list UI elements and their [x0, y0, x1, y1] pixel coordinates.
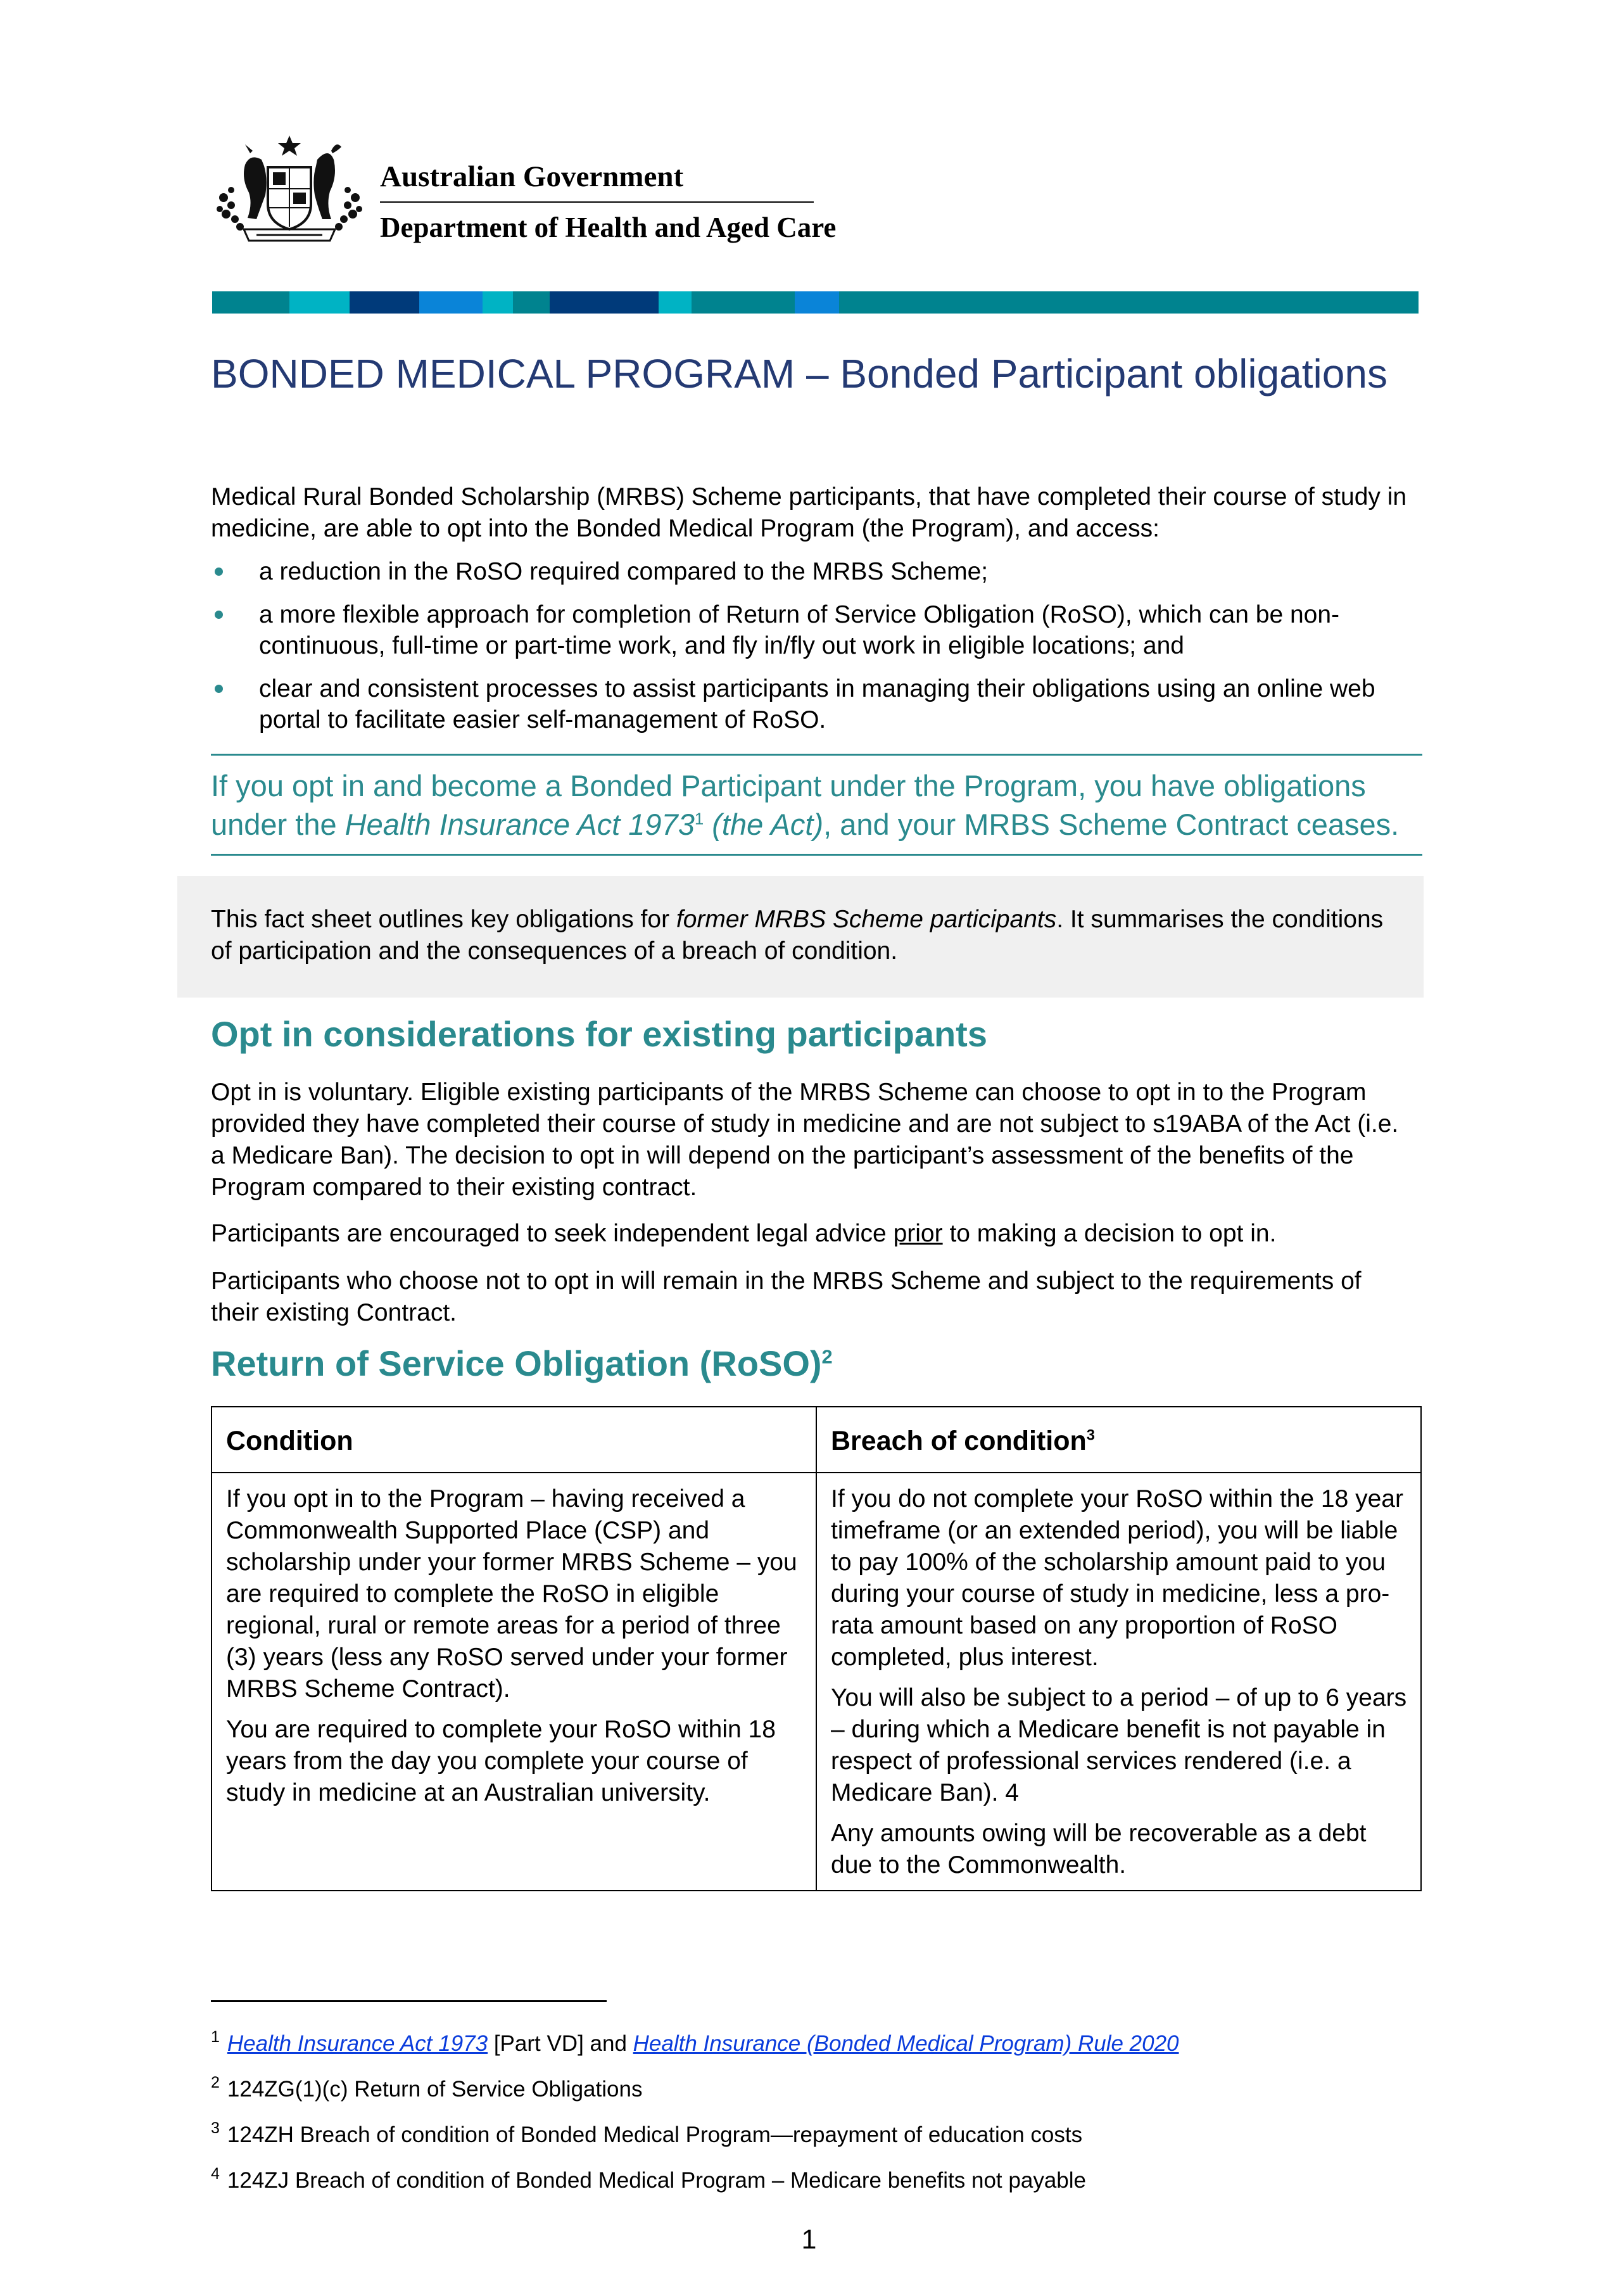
government-name: Australian Government: [380, 160, 684, 193]
header-divider: [380, 201, 814, 203]
brand-stripe: [212, 291, 1419, 314]
list-item: a more flexible approach for completion of Return of Service Obligation (RoSO), which can be non-continuous, full-time or part-time work, and fly in/fly out work in eligible locations; and: [211, 599, 1414, 661]
opt-in-paragraph-3: Participants who choose not to opt in will remain in the MRBS Scheme and subject to the requirements of their existing Contract.: [211, 1267, 1362, 1326]
roso-table: [211, 1406, 1422, 1891]
list-item: clear and consistent processes to assist participants in managing their obligations using an online web portal to facilitate easier self-management of RoSO.: [211, 673, 1414, 735]
page-title: BONDED MEDICAL PROGRAM – Bonded Participant obligations: [211, 351, 1387, 396]
list-item: a reduction in the RoSO required compared to the MRBS Scheme;: [211, 556, 1414, 587]
fact-sheet-box: [177, 876, 1424, 998]
section-heading-roso: Return of Service Obligation (RoSO)$^2$: [211, 1343, 833, 1383]
bullet-icon: [215, 611, 223, 619]
bullet-icon: [215, 568, 223, 576]
table-header-breach: Breach of condition$^3$: [816, 1407, 1421, 1473]
link-bmp-rule[interactable]: Health Insurance (Bonded Medical Program) Rule 2020: [633, 2031, 1179, 2056]
footnote-3: $^3$ 124ZH Breach of condition of Bonded Medical Program—repayment of education costs: [211, 2119, 1083, 2147]
department-name: Department of Health and Aged Care: [380, 212, 837, 243]
link-health-insurance-act[interactable]: Health Insurance Act 1973: [227, 2031, 488, 2056]
table-header-condition: Condition: [212, 1407, 816, 1473]
condition-paragraph: If you opt in to the Program – having received a Commonwealth Supported Place (CSP) and scholarship under your former MRBS Scheme – you are required to complete the RoSO in eligible regional, rural or remote areas for a period of three (3) years (less any RoSO served under your former MRBS Scheme Contract).: [226, 1485, 797, 1703]
fact-sheet-text: This fact sheet outlines key obligations for former MRBS Scheme participants. It summarises the conditions of participation and the consequences of a breach of condition.: [211, 906, 1384, 965]
footnote-2: $^2$ 124ZG(1)(c) Return of Service Obligations: [211, 2074, 643, 2102]
breach-paragraph: If you do not complete your RoSO within the 18 year timeframe (or an extended period), you will be liable to pay 100% of the scholarship amount paid to you during your course of study in medicine, less a pro-rata amount based on any proportion of RoSO completed, plus interest.: [831, 1485, 1403, 1671]
table-header-row: [212, 1407, 1421, 1473]
footnote-1: $^1$ Health Insurance Act 1973 [Part VD] and Health Insurance (Bonded Medical Program) Rule 2020: [211, 2028, 1179, 2056]
callout-bottom-rule: [211, 854, 1422, 856]
condition-paragraph: You are required to complete your RoSO within 18 years from the day you complete your course of study in medicine at an Australian university.: [226, 1716, 776, 1806]
callout-top-rule: [211, 754, 1422, 756]
page-number: 1: [801, 2224, 817, 2255]
breach-paragraph: You will also be subject to a period – of up to 6 years – during which a Medicare benefit is not payable in respect of professional services rendered (i.e. a Medicare Ban). 4: [831, 1684, 1407, 1806]
footnote-4: $^4$ 124ZJ Breach of condition of Bonded Medical Program – Medicare benefits not payable: [211, 2165, 1086, 2193]
benefits-list: [211, 556, 1414, 747]
table-cell-breach: [816, 1473, 1421, 1891]
table-row: [212, 1473, 1421, 1891]
section-heading-opt-in: Opt in considerations for existing participants: [211, 1014, 987, 1054]
intro-paragraph: Medical Rural Bonded Scholarship (MRBS) Scheme participants, that have completed their course of study in medicine, are able to opt into the Bonded Medical Program (the Program), and access:: [211, 483, 1407, 542]
callout-text: If you opt in and become a Bonded Participant under the Program, you have obligations under the Health Insurance Act 1973$^1$ (the Act), and your MRBS Scheme Contract ceases.: [211, 769, 1400, 841]
bullet-icon: [215, 685, 223, 693]
table-cell-condition: [212, 1473, 816, 1891]
footnote-separator: [211, 2000, 607, 2002]
opt-in-paragraph-1: Opt in is voluntary. Eligible existing participants of the MRBS Scheme can choose to opt in to the Program provided they have completed their course of study in medicine and are not subject to s19ABA of the Act (i.e. a Medicare Ban). The decision to opt in will depend on the participant’s assessment of the benefits of the Program compared to their existing contract.: [211, 1079, 1399, 1201]
breach-paragraph: Any amounts owing will be recoverable as a debt due to the Commonwealth.: [831, 1820, 1367, 1879]
opt-in-paragraph-2: Participants are encouraged to seek independent legal advice prior to making a decision to opt in.: [211, 1220, 1277, 1247]
coat-of-arms-icon: [212, 134, 367, 245]
